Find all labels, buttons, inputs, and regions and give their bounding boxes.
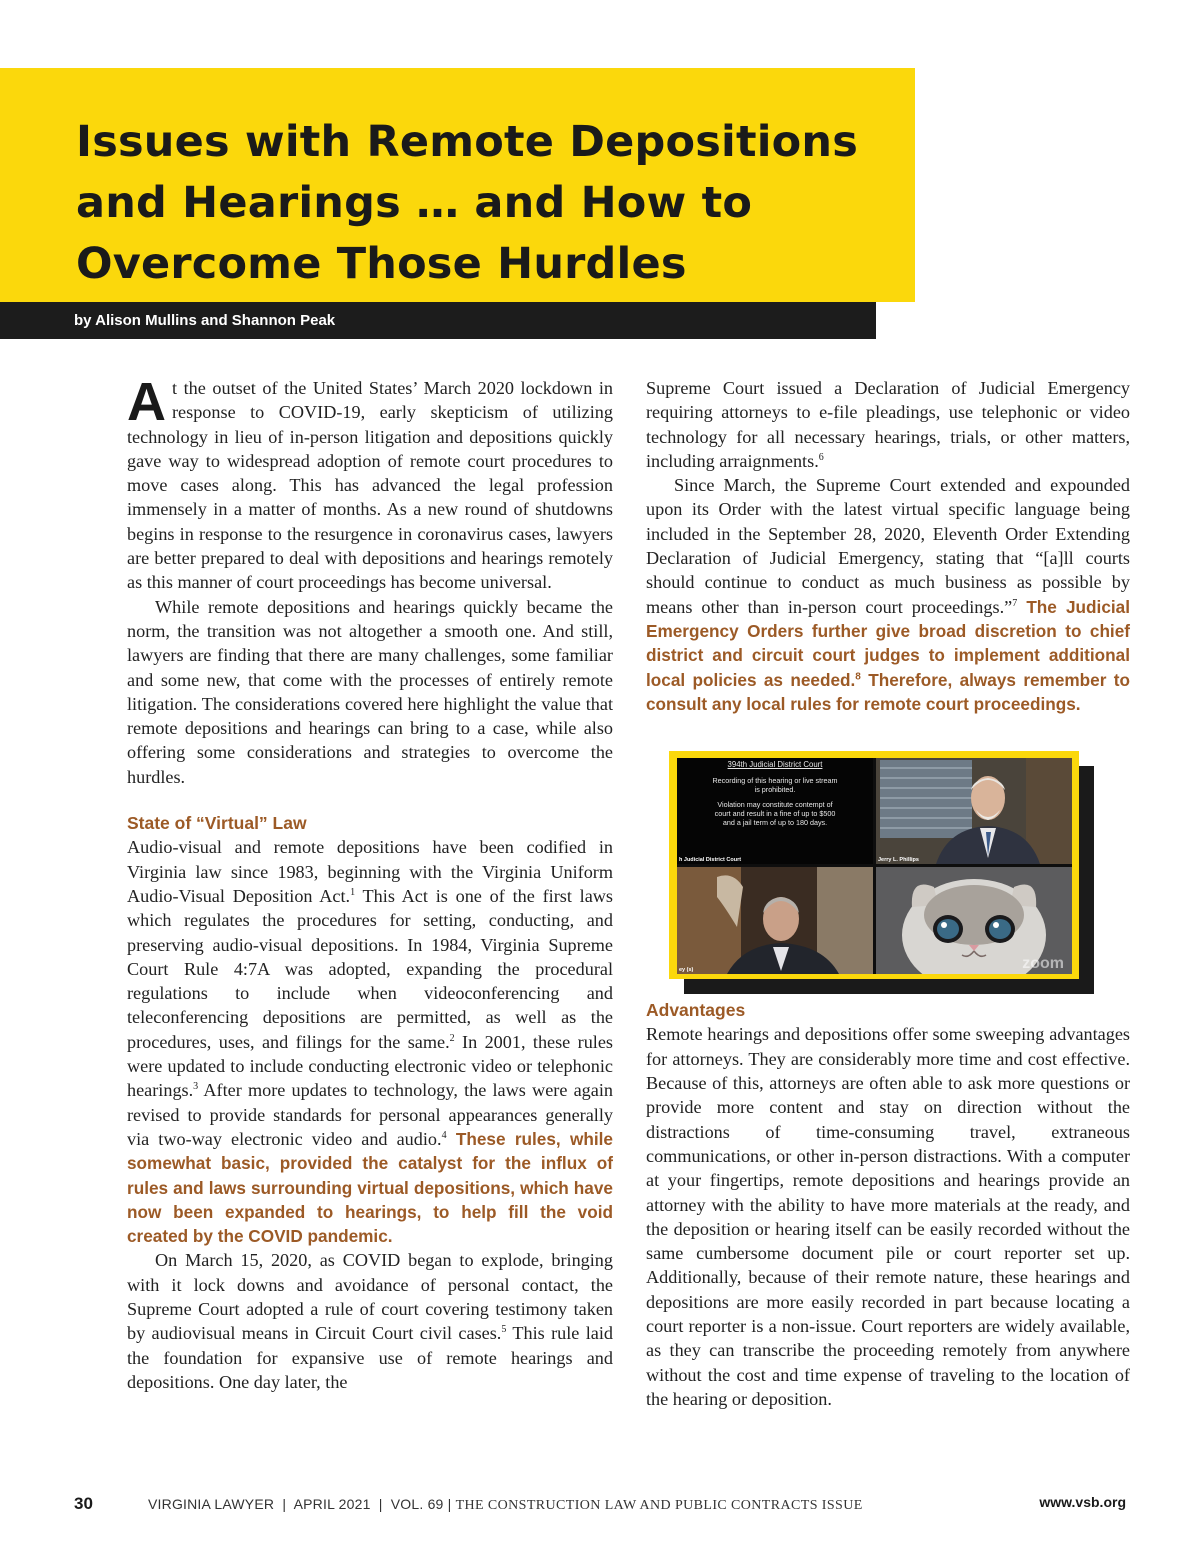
footer-issue: THE CONSTRUCTION LAW AND PUBLIC CONTRACTS ISSUE [455, 1498, 863, 1513]
text-run: Audio-visual and remote depositions have been codified in Virginia law since 1983, beginning with the Virginia Uniform Audio-Visual Deposition Act. [127, 837, 613, 906]
drop-cap: A [127, 372, 166, 432]
paragraph-advantages: Remote hearings and depositions offer some sweeping advantages for attorneys. They are considerably more time and cost effective. Because of this, attorneys are often able to ask more questions or provide more content and stay on direction without the distractions of time-consuming travel, extraneous communications, or other in-person distractions. With a computer at your fingertips, remote depositions and hearings provide an attorney with the ability to have more materials at the ready, and the deposition or hearing itself can be easily recorded without the same cumbersome document pile or court reporter set up. Additionally, because of their remote nature, these hearings and depositions are more easily recorded in part because locating a court reporter is a non-issue. Court reporters are widely available, as they can transcribe the proceeding remotely from anywhere without the cost and time expense of traveling to the location of the hearing or deposition. [646, 1024, 1130, 1409]
footer-url: www.vsb.org [1039, 1494, 1126, 1510]
cat-filter-video-tile [876, 867, 1072, 974]
zoom-hearing-photo [677, 758, 1072, 974]
tile-label-judge: Jerry L. Phillips [878, 857, 919, 863]
heading-virtual-law: State of “Virtual” Law [127, 813, 307, 834]
intro-text: t the outset of the United States’ March 2020 lockdown in response to COVID-19, early skepticism of utilizing technology in lieu of in-person litigation and depositions quickly gave way to widespread adoption of remote court procedures to move cases along. This has advanced the legal profession immensely in a matter of months. As a new round of shutdowns begins in response to the resurgence in coronavirus cases, lawyers are better prepared to deal with depositions and hearings remotely as this manner of court proceedings has become universal. [127, 378, 613, 593]
judge-image [876, 758, 1072, 864]
notice-line: Violation may constitute contempt of [717, 800, 833, 809]
court-notice-tile [677, 758, 873, 864]
paragraph-since-march [646, 473, 1130, 716]
highlight-text: These rules, while somewhat basic, provided the catalyst for the influx of rules and laws surrounding virtual depositions, which have now been expanded to hearings, to help fill the void created by the COVID pandemic. [127, 1128, 613, 1247]
text-run: The Judicial Emergency Orders further give broad discretion to chief district and circuit court judges to implement additional local policies as needed. [646, 596, 1130, 690]
text-run: This Act is one of the first laws which regulates the procedures for setting, conducting, and preserving audio-visual depositions. In 1984, Virginia Supreme Court Rule 4:7A was adopted, expanding the procedural regulations to include when videoconferencing and teleconferencing depositions are permitted, as well as the procedures, uses, and filings for the same. [127, 885, 613, 1052]
tile-label-lawyer: ey (s) [679, 967, 694, 973]
paragraph-march-2020 [127, 1248, 613, 1394]
lawyer-image [677, 867, 873, 974]
footer-publication [148, 1496, 863, 1514]
tile-label-court: h Judicial District Court [679, 857, 742, 863]
text-run: This rule laid the foundation for expansive use of remote hearings and depositions. One day later, the [127, 1323, 613, 1392]
zoom-watermark: zoom [1022, 955, 1064, 972]
notice-line: court and result in a fine of up to $500 [714, 809, 836, 818]
page-number: 30 [74, 1494, 93, 1513]
page-footer [0, 1494, 1200, 1516]
left-column [127, 372, 613, 1394]
footnote-ref-6: 6 [818, 451, 824, 463]
paragraph-declaration [646, 376, 1130, 473]
footnote-ref-2: 2 [449, 1032, 455, 1044]
notice-line: is prohibited. [754, 785, 796, 794]
footnote-ref-8: 8 [855, 670, 861, 682]
paragraph-transition: While remote depositions and hearings quickly became the norm, the transition was not altogether a smooth one. And still, lawyers are finding that there are many challenges, some familiar and some new, that come with the processes of entirely remote litigation. The considerations covered here highlight the value that remote depositions and hearings can bring to a case, while also offering some considerations and strategies to overcome the hurdles. [127, 596, 613, 787]
notice-line: and a jail term of up to 180 days. [722, 818, 828, 827]
footnote-ref-4: 4 [441, 1129, 447, 1141]
paragraph-intro [127, 372, 613, 595]
byline: by Alison Mullins and Shannon Peak [0, 302, 876, 339]
notice-line: Recording of this hearing or live stream [712, 776, 838, 785]
text-run: In 2001, these rules were updated to include conducting electronic video or telephonic hearings. [127, 1031, 613, 1101]
footnote-ref-1: 1 [350, 886, 356, 898]
footnote-ref-5: 5 [501, 1324, 507, 1336]
text-run: Therefore, always remember to consult any local rules for remote court proceedings. [646, 669, 1130, 714]
footnote-ref-3: 3 [193, 1081, 199, 1093]
title-line-3: Overcome Those Hurdles [76, 239, 687, 289]
judge-video-tile [876, 758, 1072, 864]
title-line-2: and Hearings … and How to [76, 178, 753, 228]
footer-magazine: VIRGINIA LAWYER | APRIL 2021 | VOL. 69 | [148, 1496, 456, 1512]
article-title [76, 112, 896, 295]
notice-title: 394th Judicial District Court [727, 760, 823, 769]
title-line-1: Issues with Remote Depositions [76, 117, 858, 167]
paragraph-virtual-law [127, 835, 613, 1248]
footnote-ref-7: 7 [1012, 597, 1018, 609]
heading-advantages: Advantages [646, 1000, 746, 1021]
lawyer-video-tile [677, 867, 873, 974]
court-notice [687, 760, 863, 827]
text-run: On March 15, 2020, as COVID began to explode, bringing with it lock downs and avoidance of personal contact, the Supreme Court adopted a rule of court covering testimony taken by audiovisual means in Circuit Court civil cases. [127, 1250, 613, 1344]
text-run: After more updates to technology, the laws were again revised to provide standards for personal appearances generally via two-way electronic video and audio. [127, 1080, 613, 1149]
text-run: Supreme Court issued a Declaration of Judicial Emergency requiring attorneys to e-file pleadings, use telephonic or video technology for all necessary hearings, trials, or other matters, including arraignments. [646, 378, 1130, 471]
text-run: Since March, the Supreme Court extended and expounded upon its Order with the latest virtual specific language being included in the September 28, 2020, Eleventh Order Extending Declaration of Judicial Emergency, stating that “[a]ll courts should continue to conduct as much business as possible by means other than in-person court proceedings.” [646, 475, 1130, 617]
